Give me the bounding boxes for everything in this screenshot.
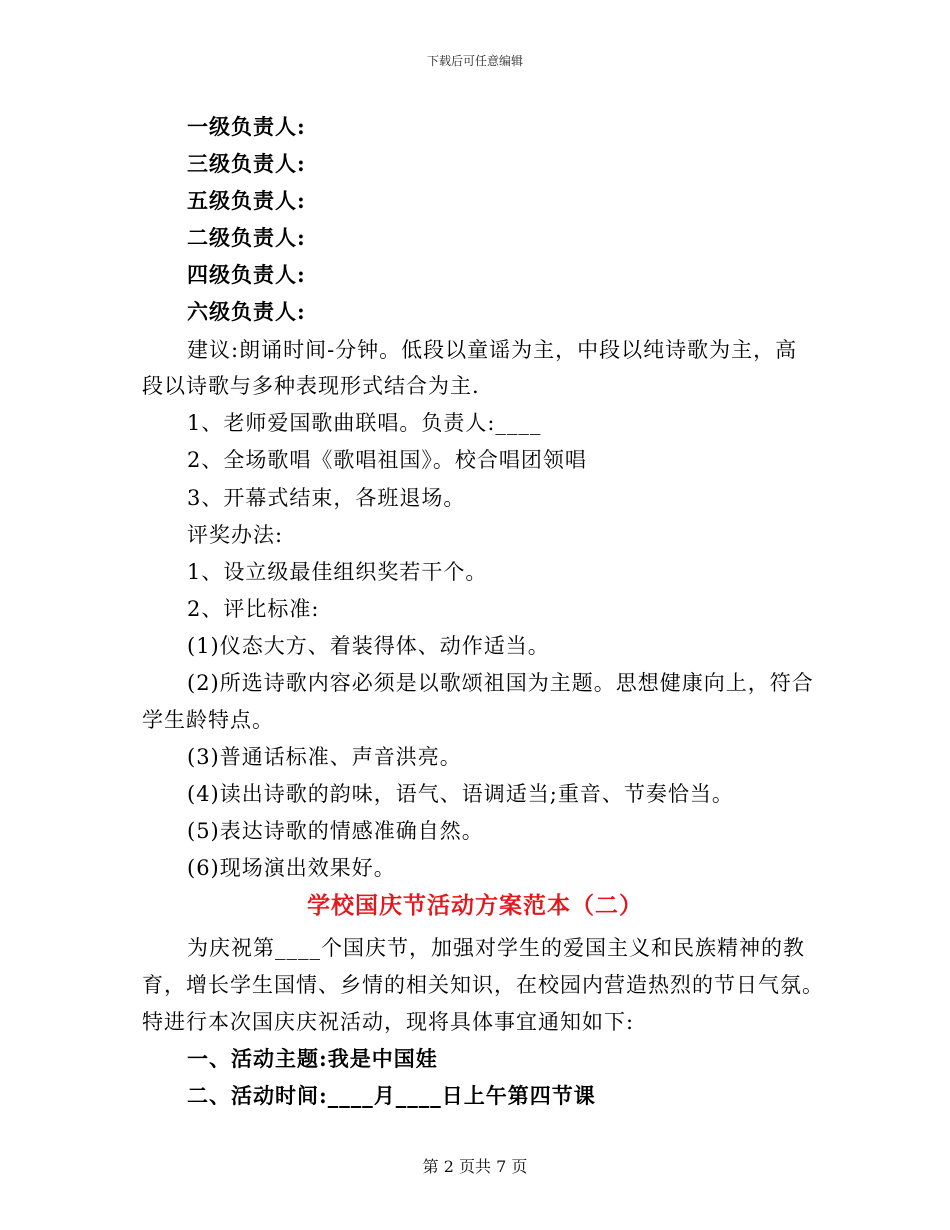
criterion-5: (5)表达诗歌的情感准确自然。 xyxy=(187,819,484,843)
step-2: 2、全场歌唱《歌唱祖国》。校合唱团领唱 xyxy=(187,448,587,472)
criterion-4: (4)读出诗歌的韵味，语气、语调适当;重音、节奏恰当。 xyxy=(187,782,734,806)
page-header: 下载后可任意编辑 xyxy=(426,54,523,68)
activity-theme: 一、活动主题:我是中国娃 xyxy=(187,1046,438,1071)
suggestion-line-1: 建议:朗诵时间-分钟。低段以童谣为主，中段以纯诗歌为主，高 xyxy=(187,338,798,362)
responsible-level-5: 五级负责人: xyxy=(187,188,306,213)
responsible-level-6: 六级负责人: xyxy=(187,299,306,324)
criterion-6: (6)现场演出效果好。 xyxy=(187,856,396,880)
criterion-1: (1)仪态大方、着装得体、动作适当。 xyxy=(187,634,550,658)
suggestion-line-2: 段以诗歌与多种表现形式结合为主. xyxy=(142,374,480,398)
award-title: 评奖办法: xyxy=(187,523,284,547)
responsible-level-1: 一级负责人: xyxy=(187,114,306,139)
award-item-2: 2、评比标准: xyxy=(187,597,320,621)
intro-line-2: 育，增长学生国情、乡情的相关知识，在校园内营造热烈的节日气氛。 xyxy=(142,973,824,997)
intro-line-3: 特进行本次国庆庆祝活动，现将具体事宜通知如下: xyxy=(142,1010,635,1034)
award-item-1: 1、设立级最佳组织奖若干个。 xyxy=(187,560,488,584)
responsible-level-3: 三级负责人: xyxy=(187,151,306,176)
criterion-3: (3)普通话标准、声音洪亮。 xyxy=(187,745,462,769)
responsible-level-4: 四级负责人: xyxy=(187,262,306,287)
intro-line-1: 为庆祝第____个国庆节，加强对学生的爱国主义和民族精神的教 xyxy=(187,936,805,960)
step-3: 3、开幕式结束，各班退场。 xyxy=(187,486,466,510)
activity-time: 二、活动时间:____月____日上午第四节课 xyxy=(187,1083,596,1108)
responsible-level-2: 二级负责人: xyxy=(187,225,306,250)
page-footer: 第 2 页共 7 页 xyxy=(422,1157,528,1176)
section-heading: 学校国庆节活动方案范本（二） xyxy=(307,892,643,919)
criterion-2-line-1: (2)所选诗歌内容必须是以歌颂祖国为主题。思想健康向上，符合 xyxy=(187,671,814,695)
step-1: 1、老师爱国歌曲联唱。负责人:____ xyxy=(187,411,542,435)
criterion-2-line-2: 学生龄特点。 xyxy=(142,708,274,732)
